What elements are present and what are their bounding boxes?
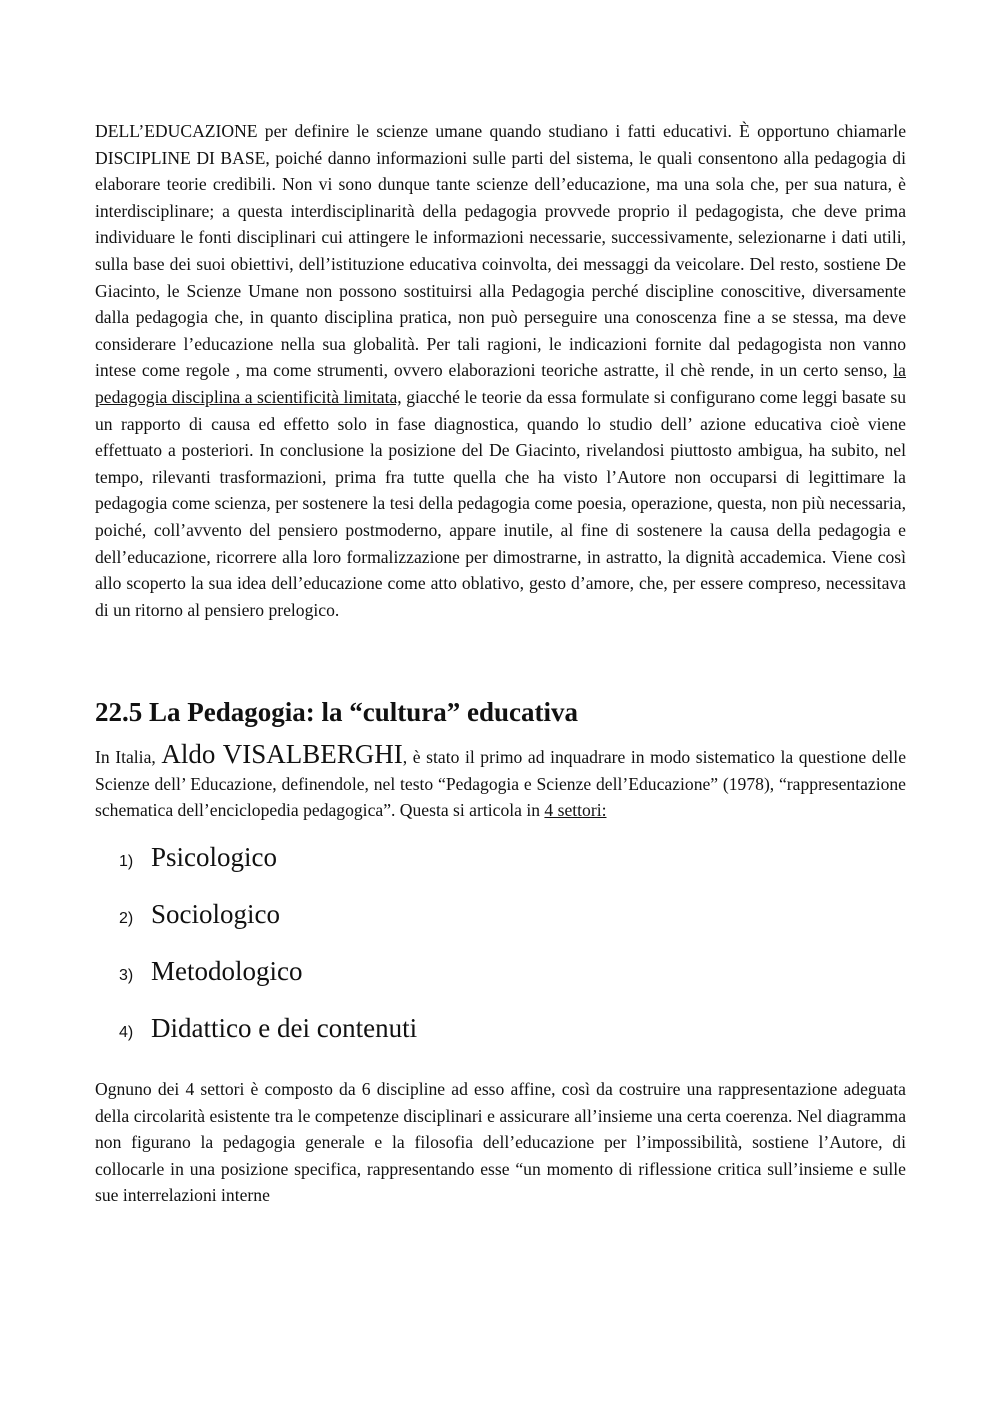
list-item [119, 956, 906, 1013]
paragraph-visalberghi [95, 741, 906, 824]
list-item [119, 842, 906, 899]
document-page [95, 118, 906, 1209]
paragraph-settori: Ognuno dei 4 settori è composto da 6 discipline ad esso affine, così da costruire una rappresentazione adeguata della circolarità esistente tra le competenze disciplinari e assicurare all’insieme una certa coerenza. Nel diagramma non figurano la pedagogia generale e la filosofia dell’educazione per l’impossibilità, sostiene l’Autore, di collocarle in una posizione specifica, rappresentando esse “un momento di riflessione critica sull’insieme e sulle sue interrelazioni interne [95, 1079, 906, 1206]
sectors-count-underlined: 4 settori: [544, 800, 607, 821]
list-item [119, 899, 906, 956]
list-number: 4) [119, 1024, 134, 1042]
paragraph-text: DELL’EDUCAZIONE per definire le scienze umane quando studiano i fatti educativi. È opportuno chiamarle DISCIPLINE DI BASE, poiché danno informazioni sulle parti del sistema, le quali consentono alla pedagogia di elaborare teorie credibili. Non vi sono dunque tante scienze dell’educazione, ma una sola che, per sua natura, è interdisciplinare; a questa interdisciplinarità della pedagogia provvede proprio il pedagogista, che deve prima individuare le fonti disciplinari cui attingere le informazioni necessarie, successivamente, selezionarne i dati utili, sulla base dei suoi obiettivi, dell’istituzione educativa coinvolta, dei messaggi da veicolare. Del resto, sostiene De Giacinto, le Scienze Umane non possono sostituirsi alla Pedagogia perché discipline conoscitive, diversamente dalla pedagogia che, in quanto disciplina pratica, non può perseguire una conoscenza fine a se stessa, ma deve considerare l’educazione nella sua globalità. Per tali ragioni, le indicazioni fornite dal pedagogista non vanno intese come regole , ma come strumenti, ovvero elaborazioni teoriche astratte, il chè rende, in un certo senso, [95, 121, 906, 381]
paragraph-text: giacché le teorie da essa formulate si configurano come leggi basate su un rapporto di causa ed effetto solo in fase diagnostica, quando lo studio dell’ azione educativa cioè viene effettuato a posteriori. In conclusione la posizione del De Giacinto, rivelandosi piuttosto ambigua, ha subito, nel tempo, rilevanti trasformazioni, prima fra tutte quella che ha visto l’Autore non occuparsi di legittimare la pedagogia come scienza, per sostenere la tesi della pedagogia come poesia, operazione, questa, non più necessaria, poiché, coll’avvento del pensiero postmoderno, appare inutile, al fine di sostenere la causa della pedagogia e dell’educazione, ricorrere alla loro formalizzazione per dimostrarne, in astratto, la dignità accademica. Viene così allo scoperto la sua idea dell’educazione come atto oblativo, gesto d’amore, che, per essere compreso, necessitava di un ritorno al pensiero prelogico. [95, 386, 906, 620]
intro-lead: In Italia, [95, 747, 162, 768]
list-number: 2) [119, 910, 134, 928]
underlined-phrase: la pedagogia disciplina a scientificità limitata, [95, 360, 906, 407]
sector-label: Psicologico [151, 842, 277, 873]
paragraph-de-giacinto [95, 118, 906, 623]
sector-label: Didattico e dei contenuti [151, 1013, 418, 1044]
list-item [119, 1013, 906, 1070]
intro-body: , è stato il primo ad inquadrare in modo sistematico la questione delle Scienze dell’ Educazione, definendole, nel testo “Pedagogia e Scienze dell’Educazione” (1978), “rappresentazione schematica dell’enciclopedia pedagogica”. Questa si articola in [95, 747, 906, 821]
sector-label: Metodologico [151, 956, 303, 987]
list-number: 3) [119, 967, 134, 985]
author-name: Aldo VISALBERGHI [161, 739, 403, 770]
list-number: 1) [119, 853, 134, 871]
section-heading: 22.5 La Pedagogia: la “cultura” educativa [95, 697, 578, 728]
sector-label: Sociologico [151, 899, 280, 930]
sectors-list [95, 842, 906, 1070]
